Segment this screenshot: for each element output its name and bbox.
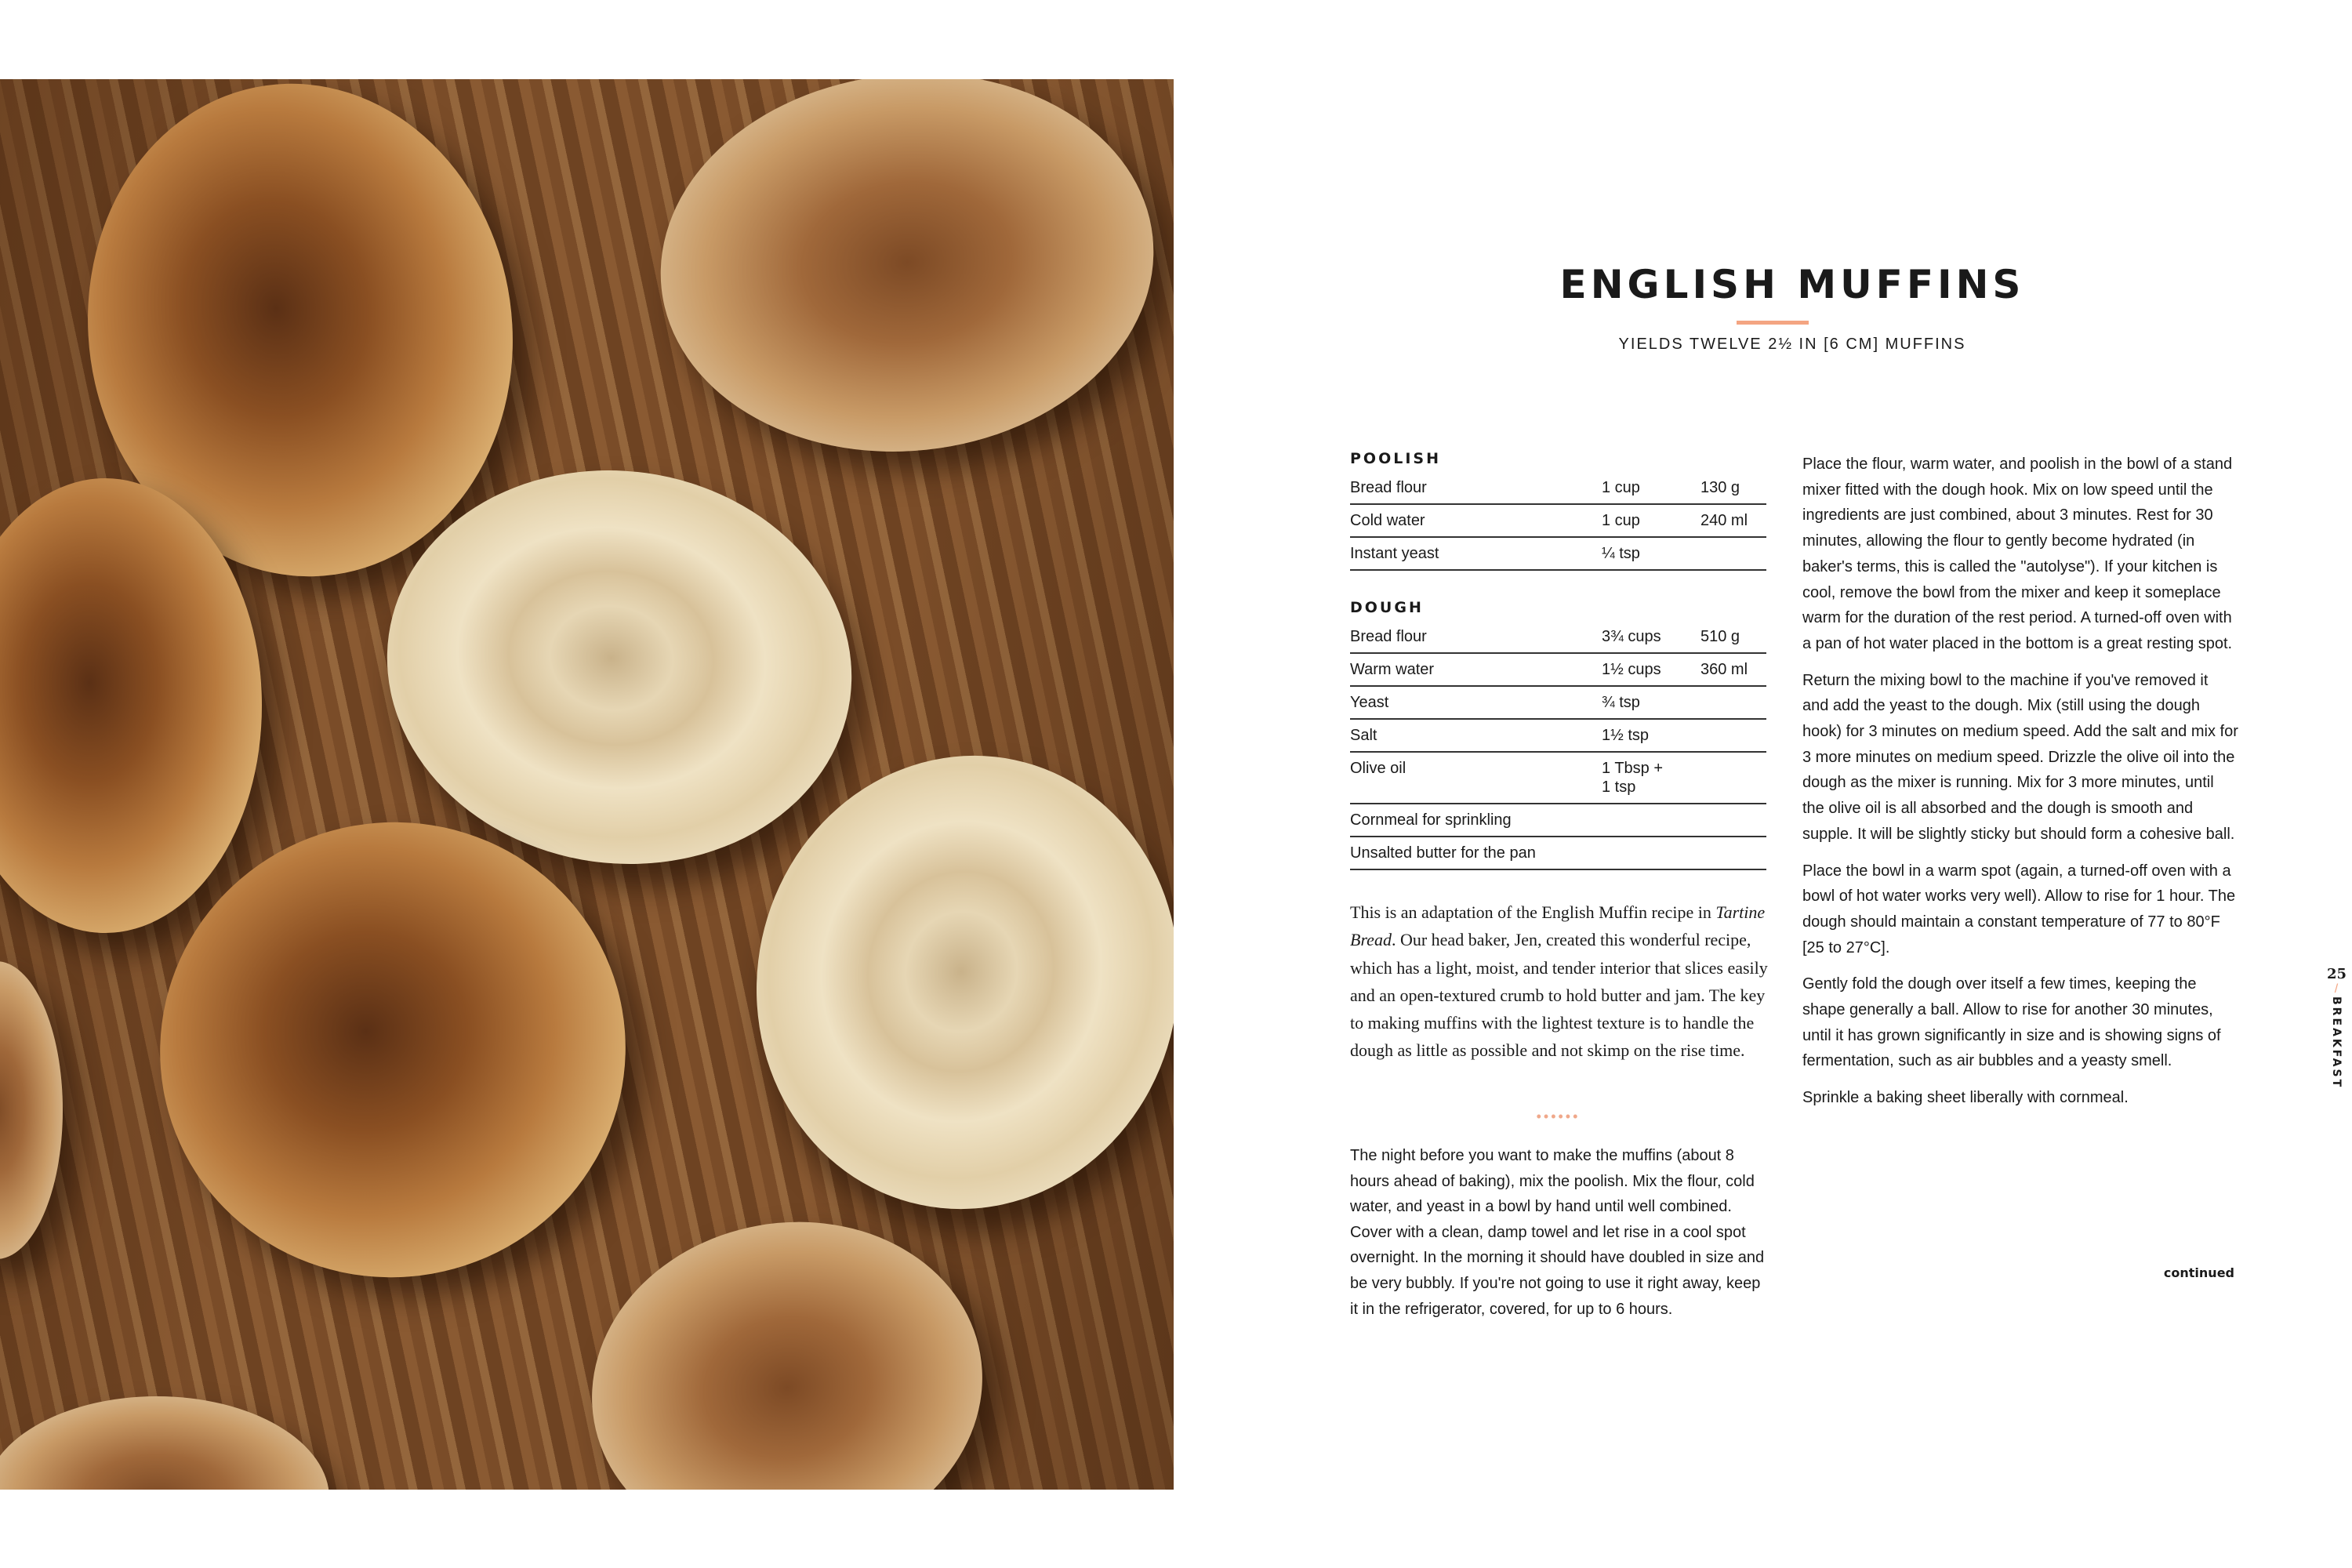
ingredient-name: Cornmeal for sprinkling (1350, 811, 1512, 829)
ingredient-name: Warm water (1350, 661, 1435, 678)
english-muffins-photo (0, 79, 1174, 1490)
ingredient-name: Unsalted butter for the pan (1350, 844, 1536, 862)
step-paragraph: Return the mixing bowl to the machine if you've removed it and add the yeast to the dough. Mix (still using the dough hook) for 3 minutes on medium speed. Add the salt and mix for 3 more minutes on medium speed. Drizzle the olive oil into the dough as the mixer is running. Mix for 3 more minutes, until the olive oil is all absorbed and the dough is smooth and supple. It will be slightly sticky but should form a cohesive ball. (1802, 671, 2238, 843)
ingredient-qty: 1 Tbsp + 1 tsp (1602, 760, 1664, 796)
recipe-yield: YIELDS TWELVE 2½ IN [6 CM] MUFFINS (1618, 336, 1966, 353)
ingredient-row (1350, 472, 1766, 505)
ingredient-qty: ¾ tsp (1602, 694, 1640, 711)
step-paragraph: Sprinkle a baking sheet liberally with cornmeal. (1802, 1089, 2129, 1107)
intro-paragraph (1350, 898, 1773, 1065)
continued-label: continued (2163, 1265, 2234, 1280)
ingredient-row (1350, 837, 1766, 870)
section-divider: •••••• (1536, 1109, 1581, 1124)
page-folio (2327, 966, 2346, 1089)
step-paragraph: Gently fold the dough over itself a few times, keeping the shape generally a ball. Allow to rise for another 30 minutes, until it has grown significantly in size and is showing signs of fermentation, such as air bubbles and a yeasty smell. (1802, 975, 2221, 1070)
ingredient-qty: 1½ cups (1602, 661, 1661, 678)
step-paragraph: Place the bowl in a warm spot (again, a turned-off oven with a bowl of hot water works very well). Allow to rise for 1 hour. The dough should maintain a constant temperature of 77 to 80°F [25 to 27°C]. (1802, 862, 2236, 956)
ingredient-qty: 1 cup (1602, 479, 1640, 496)
section-name: BREAKFAST (2330, 996, 2343, 1090)
ingredient-row (1350, 505, 1766, 538)
muffin-browned (565, 1192, 1008, 1490)
folio-slash: / (2334, 982, 2339, 996)
step-paragraph: Place the flour, warm water, and poolish in the bowl of a stand mixer fitted with the dough hook. Mix on low speed until the ingredients are just combined, about 3 minutes. Rest for 30 minutes, allowing the flour to gently become hydrated (in baker's terms, this is called the "autolyse"). If your kitchen is cool, remove the bowl from the mixer and keep it someplace warm for the duration of the rest period. A turned-off oven with a pan of hot water placed in the bottom is a great resting spot. (1802, 456, 2233, 652)
ingredient-name: Olive oil (1350, 760, 1406, 777)
muffin-browned (642, 79, 1173, 476)
muffin-browned (0, 961, 63, 1259)
ingredient-row (1350, 804, 1766, 837)
intro-text: . Our head baker, Jen, created this wonderful recipe, which has a light, moist, and tender interior that slices easily and an open-textured crumb to hold butter and jam. The key to making muffins with the lightest texture is to handle the dough as little as possible and not skimp on the rise time. (1350, 930, 1768, 1061)
ingredient-name: Bread flour (1350, 628, 1427, 645)
book-title: Tartine Bread (1350, 902, 1766, 950)
ingredient-row (1350, 687, 1766, 720)
method-column (1802, 452, 2238, 1122)
poolish-heading: POOLISH (1350, 450, 1441, 467)
ingredient-row (1350, 538, 1766, 571)
dough-table (1350, 599, 1766, 870)
ingredient-qty: ¼ tsp (1602, 545, 1640, 562)
ingredient-row (1350, 654, 1766, 687)
ingredient-qty: 1½ tsp (1602, 727, 1650, 744)
ingredient-row (1350, 720, 1766, 753)
poolish-table (1350, 450, 1766, 571)
recipe-title: ENGLISH MUFFINS (1559, 262, 2025, 307)
ingredient-name: Instant yeast (1350, 545, 1439, 562)
page-number: 25 (2327, 966, 2347, 982)
ingredient-metric: 510 g (1700, 628, 1740, 645)
ingredient-name: Salt (1350, 727, 1377, 744)
title-divider (1737, 321, 1809, 325)
ingredient-name: Bread flour (1350, 479, 1427, 496)
ingredient-qty: 3¾ cups (1602, 628, 1661, 645)
ingredient-metric: 360 ml (1700, 661, 1748, 678)
ingredient-metric: 130 g (1700, 479, 1740, 496)
ingredient-metric: 240 ml (1700, 512, 1748, 529)
ingredient-name: Yeast (1350, 694, 1389, 711)
ingredient-row (1350, 753, 1766, 804)
dough-heading: DOUGH (1350, 599, 1424, 616)
step-paragraph: The night before you want to make the muffins (about 8 hours ahead of baking), mix the poolish. Mix the flour, cold water, and yeast in a bowl by hand until well combined. Cover with a clean, damp towel and let rise in a cool spot overnight. In the morning it should have doubled in size and be very bubbly. If you're not going to use it right away, keep it in the refrigerator, covered, for up to 6 hours. (1350, 1147, 1765, 1318)
muffin-browned (0, 1396, 329, 1490)
ingredient-qty: 1 cup (1602, 512, 1640, 529)
intro-text: This is an adaptation of the English Muffin recipe in (1350, 902, 1716, 922)
ingredient-name: Cold water (1350, 512, 1425, 529)
ingredient-row (1350, 621, 1766, 654)
